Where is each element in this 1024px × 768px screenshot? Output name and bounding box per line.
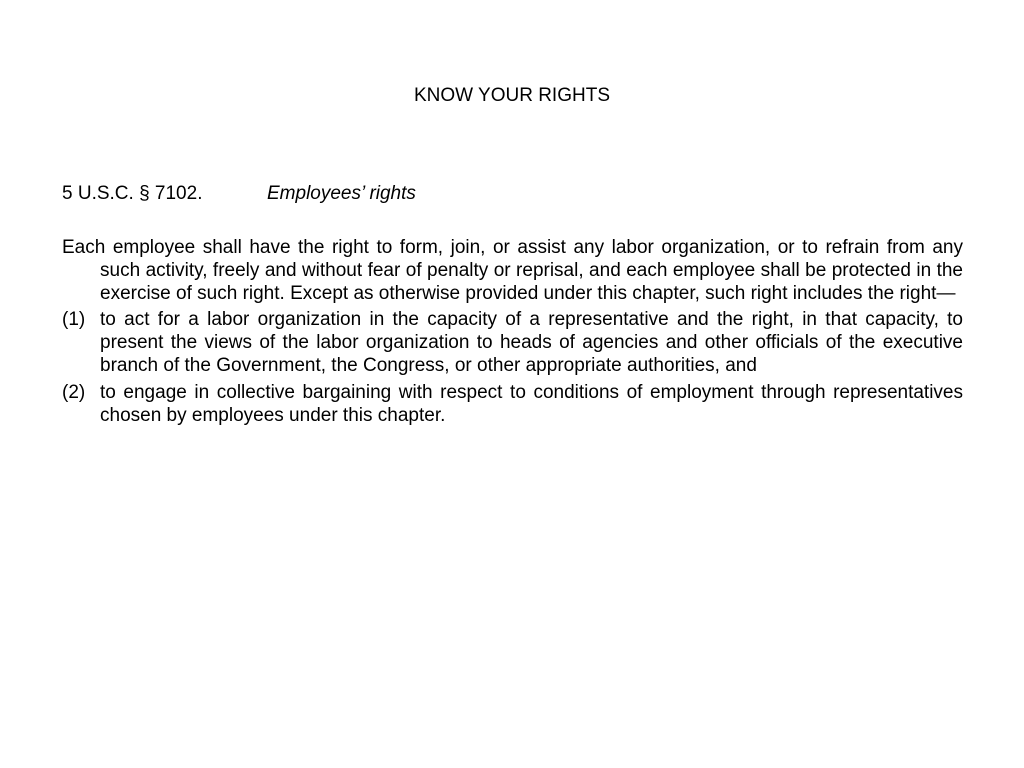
clause-number: (1) bbox=[62, 309, 86, 331]
clause-2 bbox=[62, 382, 963, 428]
clause-text: to act for a labor organization in the capacity of a representative and the right, in that capacity, to present the views of the labor organization to heads of agencies and other officials of the executive branch of the Government, the Congress, or other appropriate authorities, and bbox=[100, 309, 963, 376]
statute-citation bbox=[62, 182, 416, 206]
statute-body bbox=[62, 237, 963, 431]
intro-paragraph: Each employee shall have the right to form, join, or assist any labor organization, or to refrain from any such activity, freely and without fear of penalty or reprisal, and each employee shall be protected in the exercise of such right. Except as otherwise provided under this chapter, such right includes the right— bbox=[62, 237, 963, 304]
statute-code: 5 U.S.C. § 7102. bbox=[62, 183, 203, 204]
statute-heading: Employees’ rights bbox=[267, 183, 416, 204]
clause-number: (2) bbox=[62, 381, 86, 403]
clause-text: to engage in collective bargaining with respect to conditions of employment through representatives chosen by employees under this chapter. bbox=[100, 381, 963, 426]
page-title: KNOW YOUR RIGHTS bbox=[414, 85, 610, 106]
clause-1 bbox=[62, 309, 963, 377]
